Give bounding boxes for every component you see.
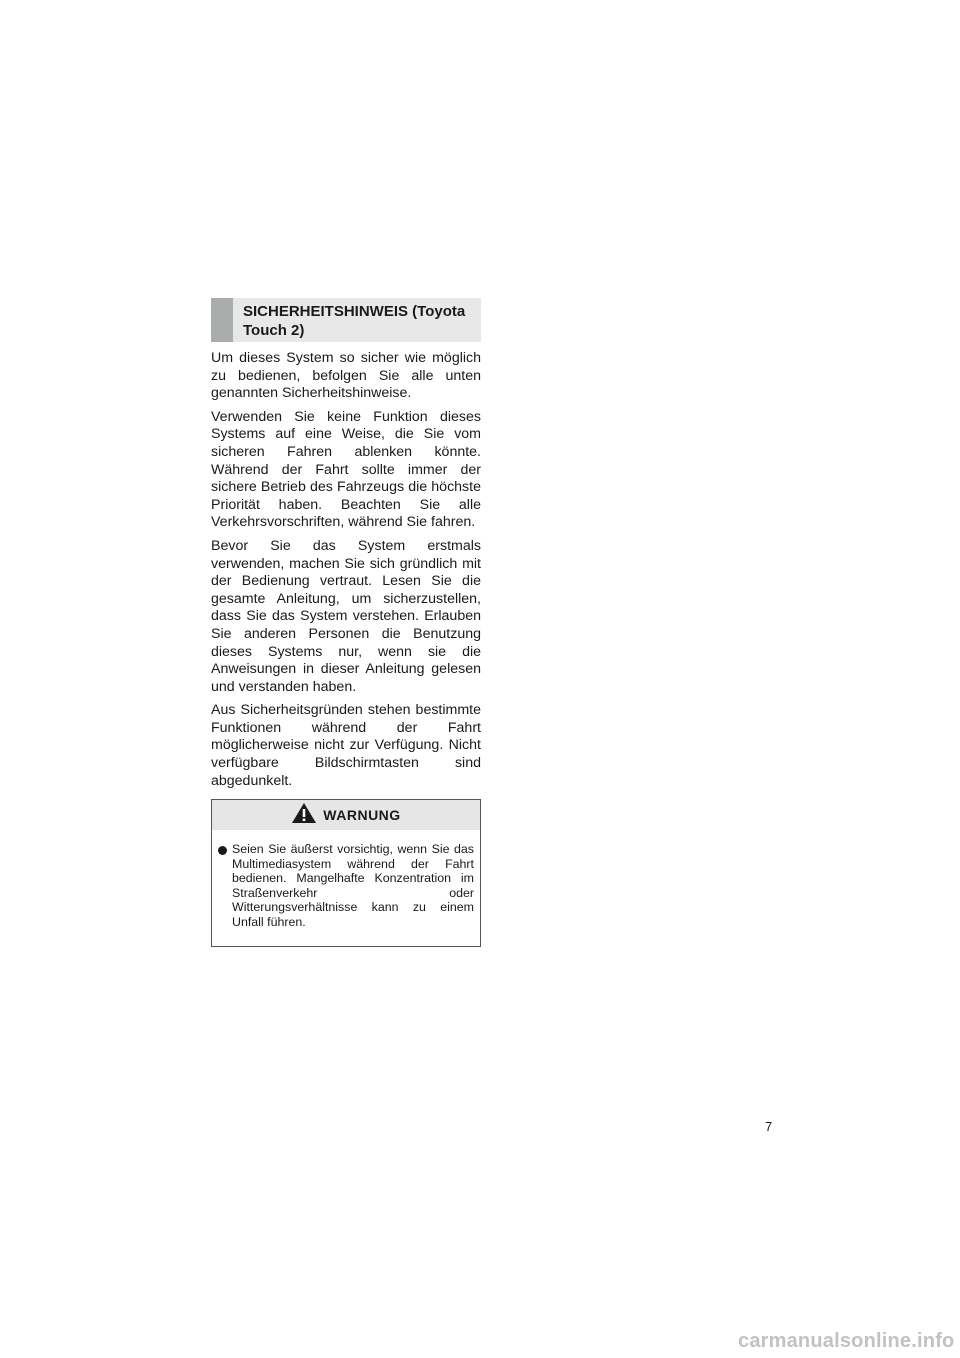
warning-box xyxy=(211,799,481,947)
watermark: carmanualsonline.info xyxy=(738,1330,955,1352)
paragraph: Aus Sicherheitsgründen stehen bestimmte Funktionen während der Fahrt möglicherweise nicht zur Verfügung. Nicht verfügbare Bildschirmtasten sind abgedunkelt. xyxy=(211,702,481,789)
paragraph: Bevor Sie das System erstmals verwenden, machen Sie sich gründlich mit der Bedienung vertraut. Lesen Sie die gesamte Anleitung, um sicherzustellen, dass Sie das System verstehen. Erlauben Sie anderen Personen die Benutzung dieses Systems nur, wenn sie die Anweisungen in dieser Anleitung gelesen und verstanden haben. xyxy=(211,537,481,695)
warning-header xyxy=(212,800,480,830)
warning-triangle-icon xyxy=(291,802,317,829)
section-marker xyxy=(211,298,233,342)
page-number: 7 xyxy=(765,1119,773,1134)
warning-body xyxy=(212,830,480,929)
paragraph: Verwenden Sie keine Funktion dieses Systems auf eine Weise, die Sie vom sicheren Fahren ablenken könnte. Während der Fahrt sollte immer der sichere Betrieb des Fahrzeugs die höchste Priorität haben. Beachten Sie alle Verkehrsvorschriften, während Sie fahren. xyxy=(211,408,481,531)
warning-text: Seien Sie äußerst vorsichtig, wenn Sie das Multimediasystem während der Fahrt bedienen. Mangelhafte Konzentration im Straßenverkehr oder Witterungsverhältnisse kann zu einem Unfall führen. xyxy=(232,842,474,929)
warning-label: WARNUNG xyxy=(323,807,401,823)
content-column xyxy=(211,298,481,796)
section-header xyxy=(211,298,481,342)
paragraph: Um dieses System so sicher wie möglich zu bedienen, befolgen Sie alle unten genannten Sicherheitshinweise. xyxy=(211,350,481,402)
section-title: SICHERHEITSHINWEIS (Toyota Touch 2) xyxy=(243,303,466,339)
bullet-icon xyxy=(218,846,227,855)
